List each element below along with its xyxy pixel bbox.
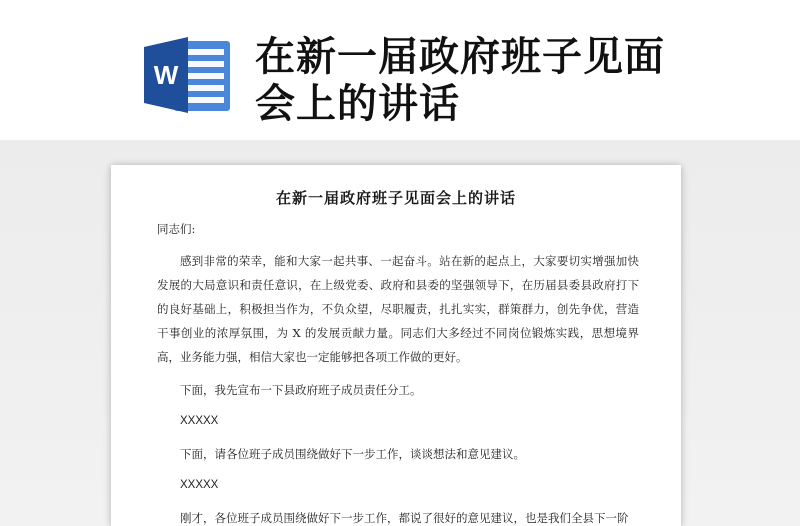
- paragraph: 刚才，各位班子成员围绕做好下一步工作，都说了很好的意见建议，也是我们全县下一阶: [180, 511, 629, 525]
- document-body: [157, 219, 639, 526]
- word-logo-letter: W: [153, 60, 179, 90]
- header-banner: [0, 0, 800, 140]
- word-document-icon: [140, 35, 236, 115]
- header-title: 在新一届政府班子见面会上的讲话: [255, 34, 665, 127]
- salutation: 同志们:: [157, 222, 196, 236]
- paragraph: 感到非常的荣幸，能和大家一起共事、一起奋斗。站在新的起点上，大家要切实增强加快发展的大局意识和责任意识，在上级党委、政府和县委的坚强领导下，在历届县委县政府打下的良好基础上，积极担当作为，不负众望，尽职履责，扎扎实实，群策群力，创先争优，营造干事创业的浓厚氛围，为 X 的发展贡献力量。同志们大多经过不同岗位锻炼实践，思想境界高，业务能力强，相信大家也一定能够把各项工作做的更好。: [157, 254, 639, 364]
- document-page: [111, 165, 681, 526]
- paragraph: 下面，我先宣布一下县政府班子成员责任分工。: [180, 383, 422, 397]
- placeholder-line: XXXXX: [180, 415, 219, 427]
- placeholder-line: XXXXX: [180, 479, 219, 491]
- document-title: 在新一届政府班子见面会上的讲话: [275, 189, 516, 207]
- paragraph: 下面，请各位班子成员围绕做好下一步工作，谈谈想法和意见建议。: [180, 447, 525, 461]
